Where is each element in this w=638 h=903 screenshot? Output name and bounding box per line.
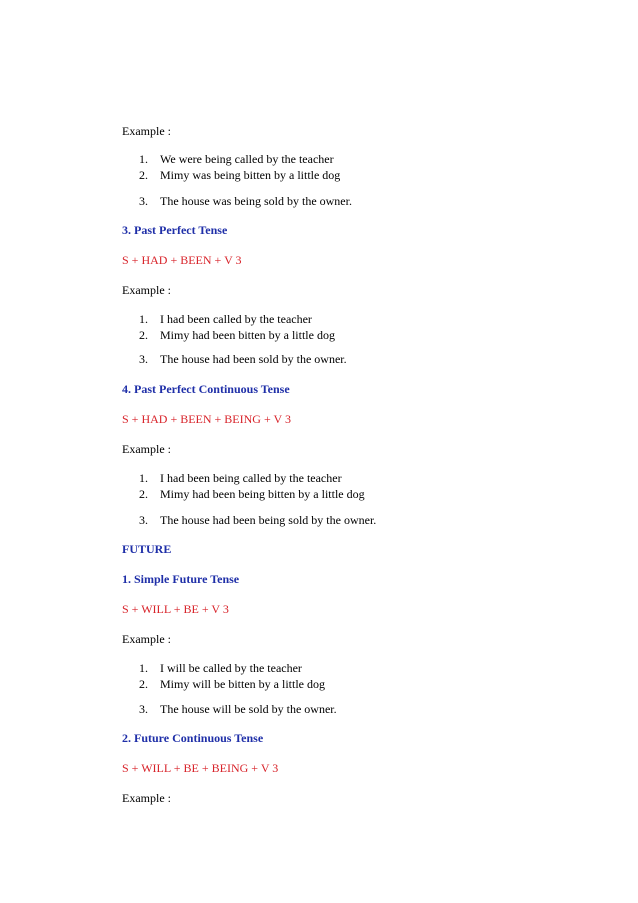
example-label: Example : xyxy=(122,442,171,456)
formula-line: S + WILL + BE + BEING + V 3 xyxy=(122,761,279,775)
list-number: 1. xyxy=(139,152,148,166)
section-heading: 4. Past Perfect Continuous Tense xyxy=(122,382,290,396)
list-text: I had been being called by the teacher xyxy=(160,471,342,485)
list-text: The house had been sold by the owner. xyxy=(160,352,347,366)
list-text: We were being called by the teacher xyxy=(160,152,334,166)
example-label: Example : xyxy=(122,632,171,646)
example-label: Example : xyxy=(122,124,171,138)
list-number: 1. xyxy=(139,661,148,675)
section-heading: FUTURE xyxy=(122,542,172,556)
list-text: Mimy had been being bitten by a little dog xyxy=(160,487,365,501)
list-number: 3. xyxy=(139,702,148,716)
list-number: 2. xyxy=(139,168,148,182)
section-heading: 1. Simple Future Tense xyxy=(122,572,240,586)
list-number: 2. xyxy=(139,677,148,691)
list-number: 3. xyxy=(139,352,148,366)
list-text: Mimy will be bitten by a little dog xyxy=(160,677,325,691)
list-text: I had been called by the teacher xyxy=(160,312,312,326)
section-heading: 2. Future Continuous Tense xyxy=(122,731,264,745)
list-number: 3. xyxy=(139,513,148,527)
list-text: I will be called by the teacher xyxy=(160,661,302,675)
list-text: The house was being sold by the owner. xyxy=(160,194,352,208)
list-text: The house will be sold by the owner. xyxy=(160,702,337,716)
list-text: The house had been being sold by the owner. xyxy=(160,513,377,527)
section-heading: 3. Past Perfect Tense xyxy=(122,223,228,237)
example-label: Example : xyxy=(122,283,171,297)
list-text: Mimy was being bitten by a little dog xyxy=(160,168,341,182)
formula-line: S + WILL + BE + V 3 xyxy=(122,602,229,616)
list-text: Mimy had been bitten by a little dog xyxy=(160,328,335,342)
list-number: 3. xyxy=(139,194,148,208)
list-number: 1. xyxy=(139,312,148,326)
formula-line: S + HAD + BEEN + V 3 xyxy=(122,253,242,267)
list-number: 1. xyxy=(139,471,148,485)
example-label: Example : xyxy=(122,791,171,805)
list-number: 2. xyxy=(139,328,148,342)
formula-line: S + HAD + BEEN + BEING + V 3 xyxy=(122,412,291,426)
list-number: 2. xyxy=(139,487,148,501)
